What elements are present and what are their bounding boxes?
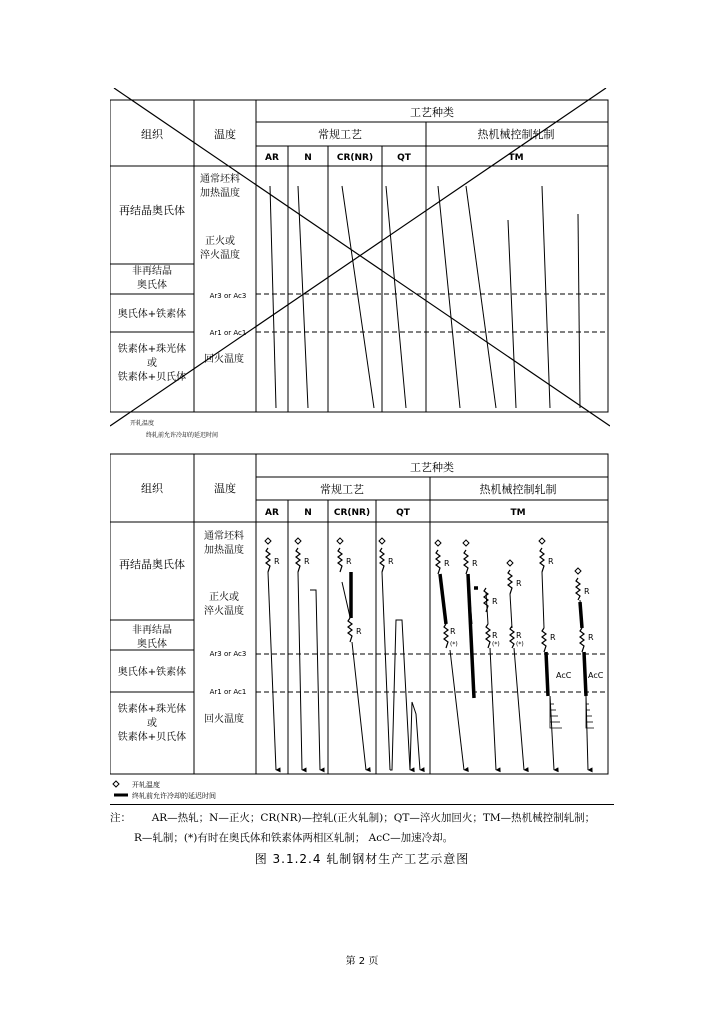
process-types-header: 工艺种类 — [410, 461, 454, 474]
note-line-2 — [110, 828, 630, 848]
star-mark-tm2: (*) — [492, 641, 500, 648]
upper-normalizing-1: 正火或 — [205, 236, 235, 247]
upper-tempering: 回火温度 — [204, 354, 244, 365]
r-mark-tm4-2: R — [550, 633, 556, 642]
note-divider — [110, 804, 614, 805]
upper-structure-header: 组织 — [141, 128, 163, 141]
r-mark-n: R — [304, 557, 310, 566]
code-cr-nr: CR(NR) — [333, 508, 371, 518]
normalizing-temp-line1: 正火或 — [209, 592, 239, 603]
star-mark-tm1: (*) — [450, 641, 458, 648]
ar1-label: Ar1 or Ac1 — [209, 688, 247, 696]
r-mark-cr-1: R — [346, 557, 352, 566]
non-recrystallized-line1: 非再结晶 — [132, 625, 172, 636]
non-recrystallized-line2: 奥氏体 — [137, 639, 167, 650]
upper-heating-1: 通常坯料 — [200, 174, 240, 185]
r-mark-tm1-2: R — [450, 627, 456, 636]
upper-heating-2: 加热温度 — [200, 188, 240, 199]
heating-temp-line2: 加热温度 — [204, 545, 244, 556]
crossed-out-figure — [110, 88, 610, 448]
star-mark-tm3: (*) — [516, 641, 524, 648]
upper-code-tm: TM — [508, 153, 524, 163]
r-mark-tm2-1: R — [472, 559, 478, 568]
upper-recrystallized: 再结晶奥氏体 — [119, 204, 185, 217]
upper-fp-3: 铁素体+贝氏体 — [117, 372, 187, 383]
upper-code-qt: QT — [397, 153, 411, 163]
note-prefix: 注： — [110, 812, 131, 824]
tempering-temp: 回火温度 — [204, 714, 244, 725]
ferrite-pearlite-line1: 铁素体+珠光体 — [117, 704, 187, 715]
temperature-header: 温度 — [214, 482, 236, 495]
upper-ar3: Ar3 or Ac3 — [209, 292, 247, 300]
upper-temperature-header: 温度 — [214, 128, 236, 141]
structure-header: 组织 — [141, 482, 163, 495]
note-text-2: R—轧制；(*)有时在奥氏体和铁素体两相区轧制； AcC—加速冷却。 — [134, 832, 454, 844]
r-mark-tm5-1: R — [584, 587, 590, 596]
page-number: 第 2 页 — [345, 956, 379, 967]
code-ar: AR — [265, 508, 279, 518]
r-mark-tm3-2: R — [516, 631, 522, 640]
heating-temp-line1: 通常坯料 — [204, 531, 244, 542]
r-mark-qt: R — [388, 557, 394, 566]
upper-nonrecryst-2: 奥氏体 — [137, 280, 167, 291]
r-mark-cr-2: R — [356, 627, 362, 636]
r-mark-tm1-1: R — [444, 559, 450, 568]
upper-code-ar: AR — [265, 153, 279, 163]
r-mark-ar: R — [274, 557, 280, 566]
upper-ar1: Ar1 or Ac1 — [209, 329, 247, 337]
upper-code-n: N — [304, 153, 312, 163]
austenite-ferrite: 奥氏体+铁素体 — [117, 667, 187, 678]
acc-mark-2: AcC — [588, 671, 604, 680]
acc-mark-1: AcC — [556, 671, 572, 680]
upper-nonrecryst-1: 非再结晶 — [132, 266, 172, 277]
legend-delay: 终轧前允许冷却的延迟时间 — [132, 792, 216, 800]
upper-tmcp-header: 热机械控制轧制 — [477, 128, 555, 141]
legend-start-rolling: 开轧温度 — [132, 781, 160, 789]
r-mark-tm4-1: R — [548, 557, 554, 566]
normalizing-temp-line2: 淬火温度 — [204, 606, 244, 617]
note-line-1 — [110, 808, 630, 828]
code-tm: TM — [510, 508, 526, 518]
r-mark-tm3-1: R — [516, 579, 522, 588]
note-text-1: AR—热轧；N—正火；CR(NR)—控轧(正火轧制)；QT—淬火加回火；TM—热机械控制轧制； — [151, 812, 596, 824]
upper-legend-delay: 终轧前允许冷却的延迟时间 — [146, 432, 219, 439]
upper-fp-2: 或 — [147, 358, 157, 369]
upper-code-cr: CR(NR) — [336, 153, 374, 163]
crossed-out-diagram — [110, 88, 610, 448]
upper-normalizing-2: 淬火温度 — [200, 250, 240, 261]
upper-legend-start: 开轧温度 — [130, 420, 155, 427]
r-mark-tm2-3: R — [492, 631, 498, 640]
upper-conventional-header: 常规工艺 — [318, 128, 362, 141]
conventional-header: 常规工艺 — [320, 483, 364, 496]
process-diagram — [110, 452, 610, 802]
tmcp-header: 热机械控制轧制 — [479, 483, 557, 496]
r-mark-tm5-2: R — [588, 633, 594, 642]
r-mark-tm2-2: R — [492, 597, 498, 606]
upper-aust-ferr: 奥氏体+铁素体 — [117, 309, 187, 320]
code-n: N — [304, 508, 312, 518]
ferrite-pearlite-line2: 或 — [147, 718, 157, 729]
upper-process-header: 工艺种类 — [410, 106, 454, 119]
upper-fp-1: 铁素体+珠光体 — [117, 344, 187, 355]
ar3-label: Ar3 or Ac3 — [209, 650, 247, 658]
process-diagram-figure — [110, 452, 610, 802]
ferrite-pearlite-line3: 铁素体+贝氏体 — [117, 732, 187, 743]
figure-notes — [110, 808, 630, 848]
figure-caption: 图 3.1.2.4 轧制钢材生产工艺示意图 — [254, 852, 470, 866]
code-qt: QT — [396, 508, 410, 518]
recrystallized-austenite: 再结晶奥氏体 — [119, 558, 185, 571]
start-temp-legend-icon — [113, 781, 119, 787]
